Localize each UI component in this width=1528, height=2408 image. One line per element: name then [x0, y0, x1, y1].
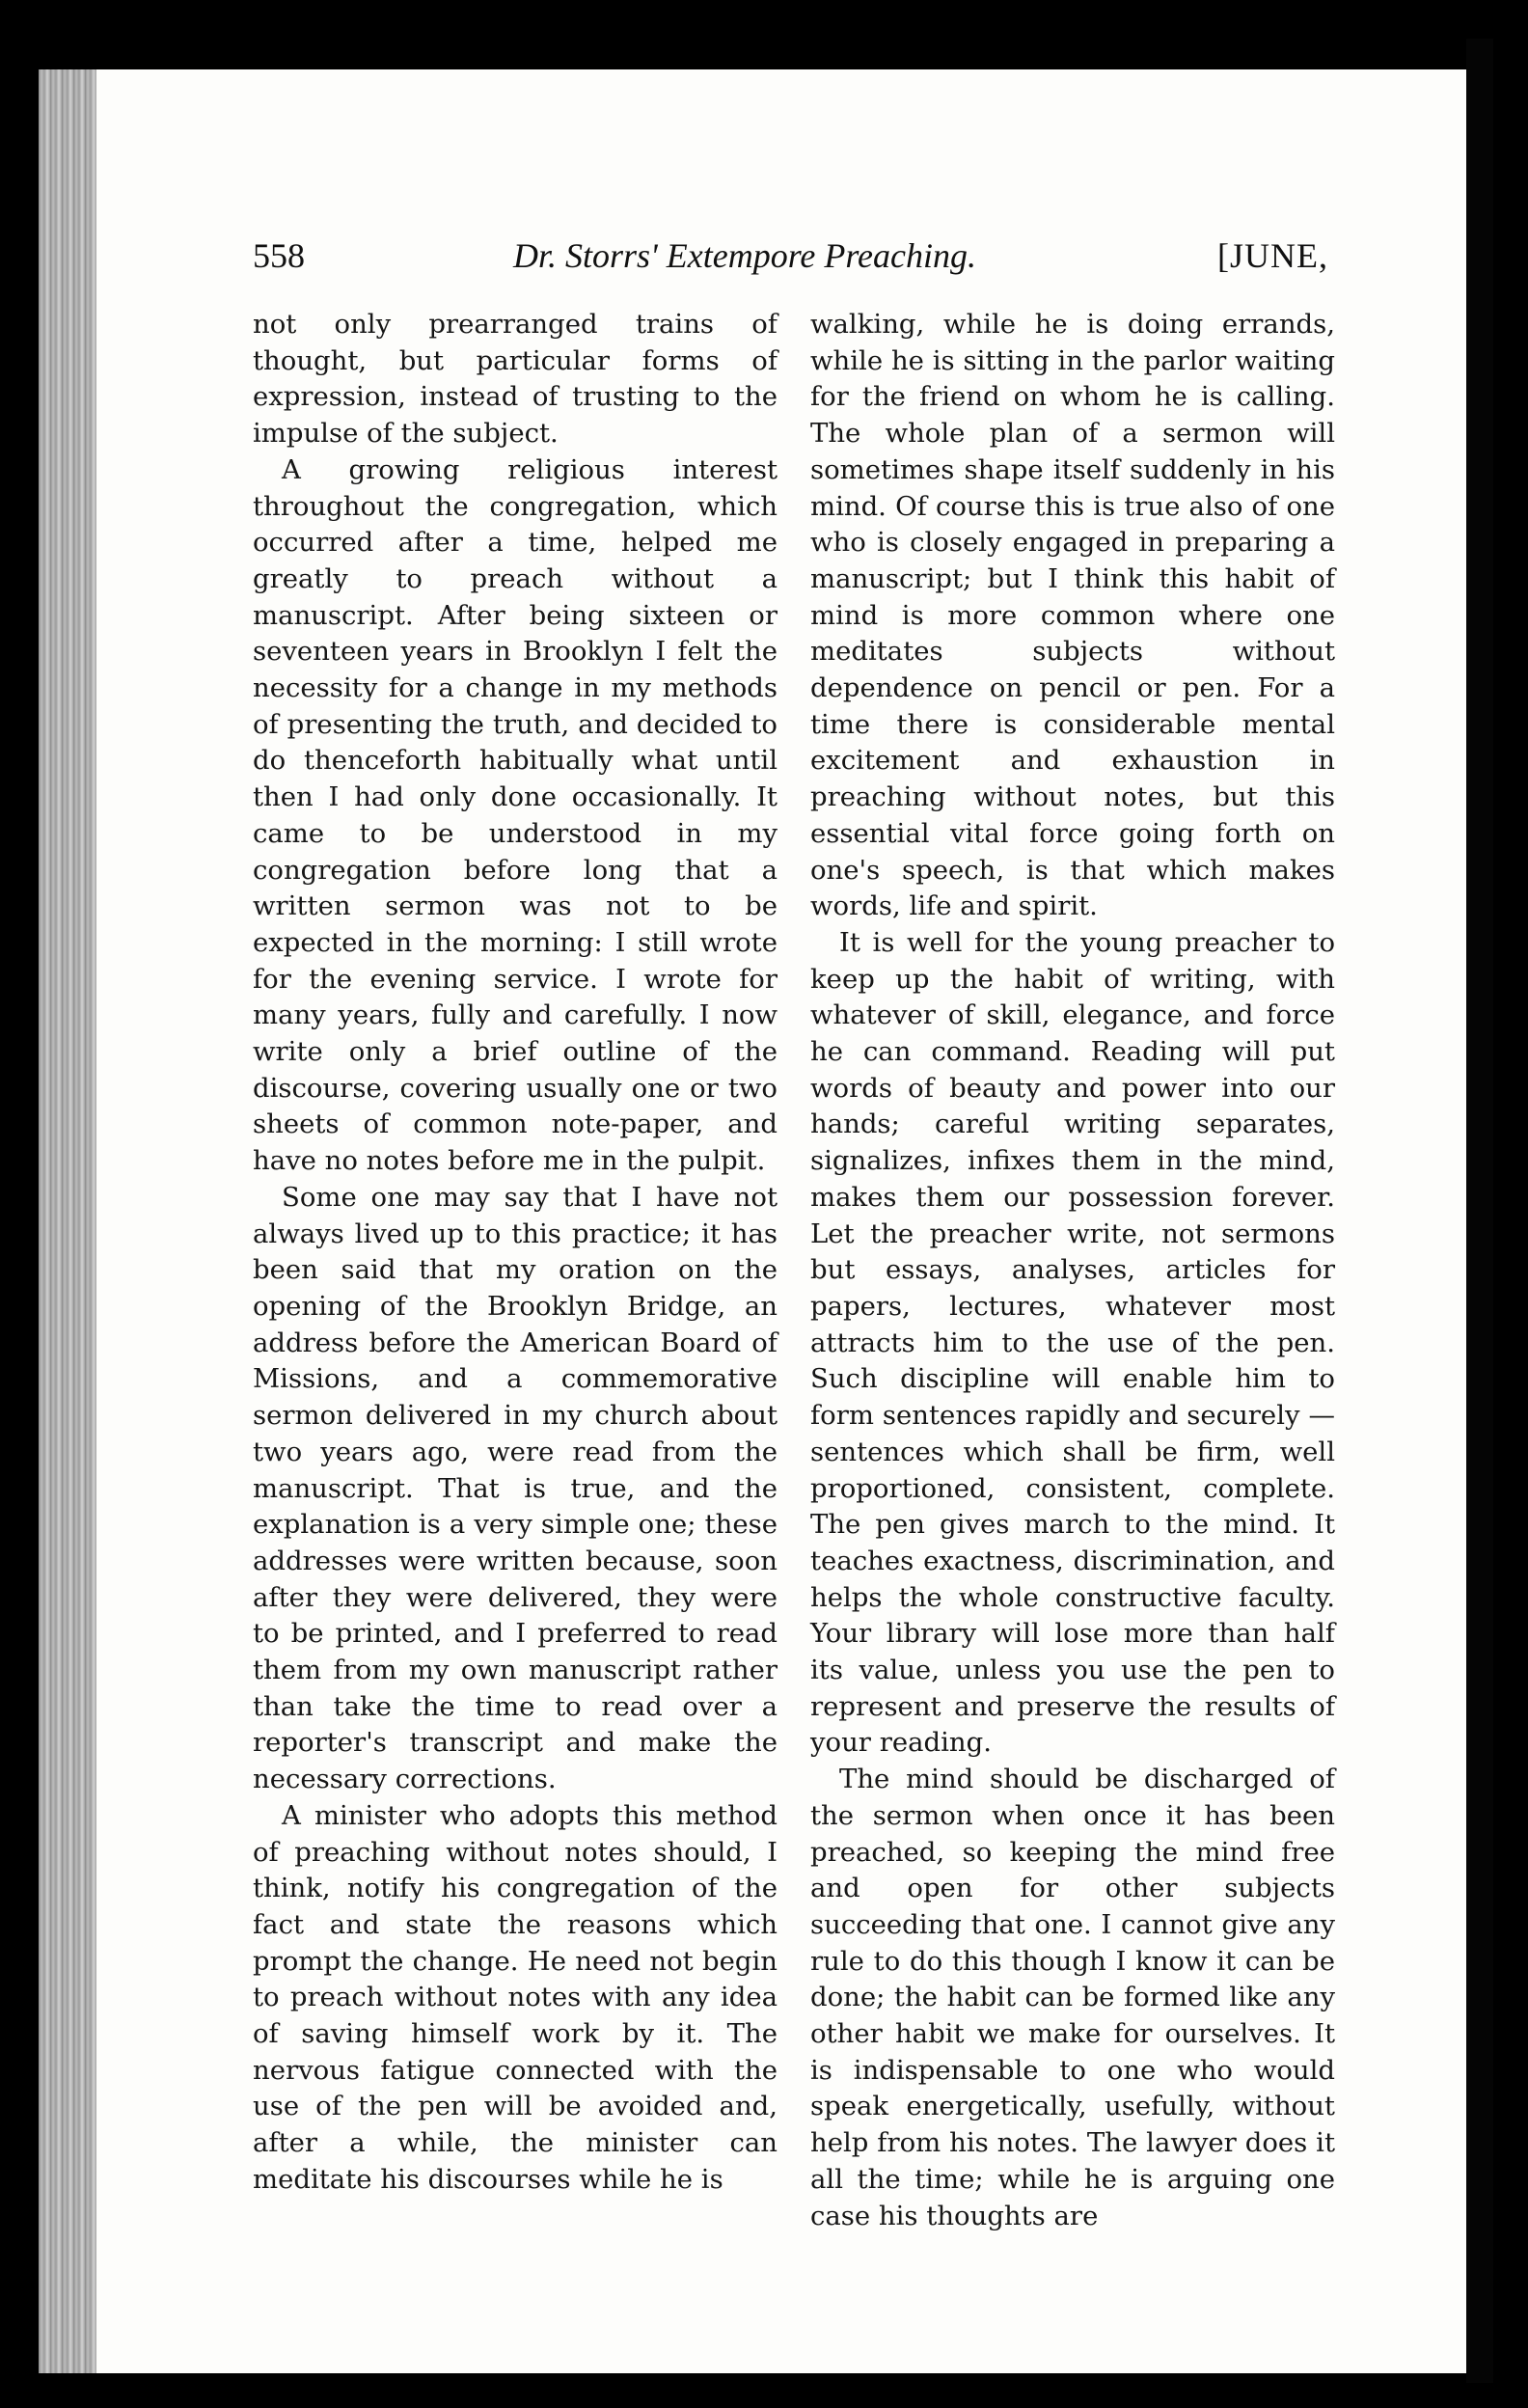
- running-title: Dr. Storrs' Extempore Preaching.: [513, 236, 976, 275]
- paragraph: Some one may say that I have not always lived up to this practice; it has been said that my oration on the opening of the Brooklyn Bridge, an address before the American Board of Missions, and a commemorative sermon delivered in my church about two years ago, were read from the manuscript. That is true, and the explanation is a very simple one; these addresses were written because, soon after they were delivered, they were to be printed, and I preferred to read them from my own manuscript rather than take the time to read over a reporter's transcript and make the necessary corrections.: [253, 1181, 778, 1795]
- running-header: [253, 235, 1328, 289]
- paragraph: A growing religious interest throughout the congregation, which occurred after a time, helped me greatly to preach without a manuscript. After being sixteen or seventeen years in Brooklyn I felt the necessity for a change in my methods of presenting the truth, and decided to do thenceforth habitually what until then I had only done occasionally. It came to be understood in my congregation before long that a written sermon was not to be expected in the morning: I still wrote for the evening service. I wrote for many years, fully and carefully. I now write only a brief outline of the discourse, covering usually one or two sheets of common note-paper, and have no notes before me in the pulpit.: [253, 453, 778, 1177]
- paragraph: The mind should be discharged of the sermon when once it has been preached, so keeping the mind free and open for other subjects succeeding that one. I cannot give any rule to do this though I know it can be done; the habit can be formed like any other habit we make for ourselves. It is indispensable to one who would speak energetically, usefully, without help from his notes. The lawyer does it all the time; while he is arguing one case his thoughts are: [810, 1764, 1335, 2231]
- paragraph: walking, while he is doing errands, while he is sitting in the parlor waiting for the friend on whom he is calling. The whole plan of a sermon will sometimes shape itself suddenly in his mind. Of course this is true also of one who is closely engaged in preparing a manuscript; but I think this habit of mind is more common where one meditates subjects without dependence on pencil or pen. For a time there is considerable mental excitement and exhaustion in preaching without notes, but this essential vital force going forth on one's speech, is that which makes words, life and spirit.: [810, 309, 1335, 922]
- page-number: 558: [253, 236, 305, 275]
- facing-page-edge: [1466, 39, 1493, 2383]
- left-column: [253, 307, 778, 2199]
- paragraph: A minister who adopts this method of preaching without notes should, I think, notify his congregation of the fact and state the reasons which prompt the change. He need not begin to preach without notes with any idea of saving himself work by it. The nervous fatigue connected with the use of the pen will be avoided and, after a while, the minister can meditate his discourses while he is: [253, 1799, 778, 2195]
- right-column: [810, 307, 1335, 2234]
- paragraph: not only prearranged trains of thought, but particular forms of expression, instead of trusting to the impulse of the subject.: [253, 309, 778, 450]
- paragraph: It is well for the young preacher to keep up the habit of writing, with whatever of skill, elegance, and force he can command. Reading will put words of beauty and power into our hands; careful writing separates, signalizes, infixes them in the mind, makes them our possession forever. Let the preacher write, not sermons but essays, analyses, articles for papers, lectures, whatever most attracts him to the use of the pen. Such discipline will enable him to form sentences rapidly and securely —sentences which shall be firm, well proportioned, consistent, complete. The pen gives march to the mind. It teaches exactness, discrimination, and helps the whole constructive faculty. Your library will lose more than half its value, unless you use the pen to represent and preserve the results of your reading.: [810, 926, 1335, 1759]
- header-month: [JUNE,: [1217, 236, 1328, 275]
